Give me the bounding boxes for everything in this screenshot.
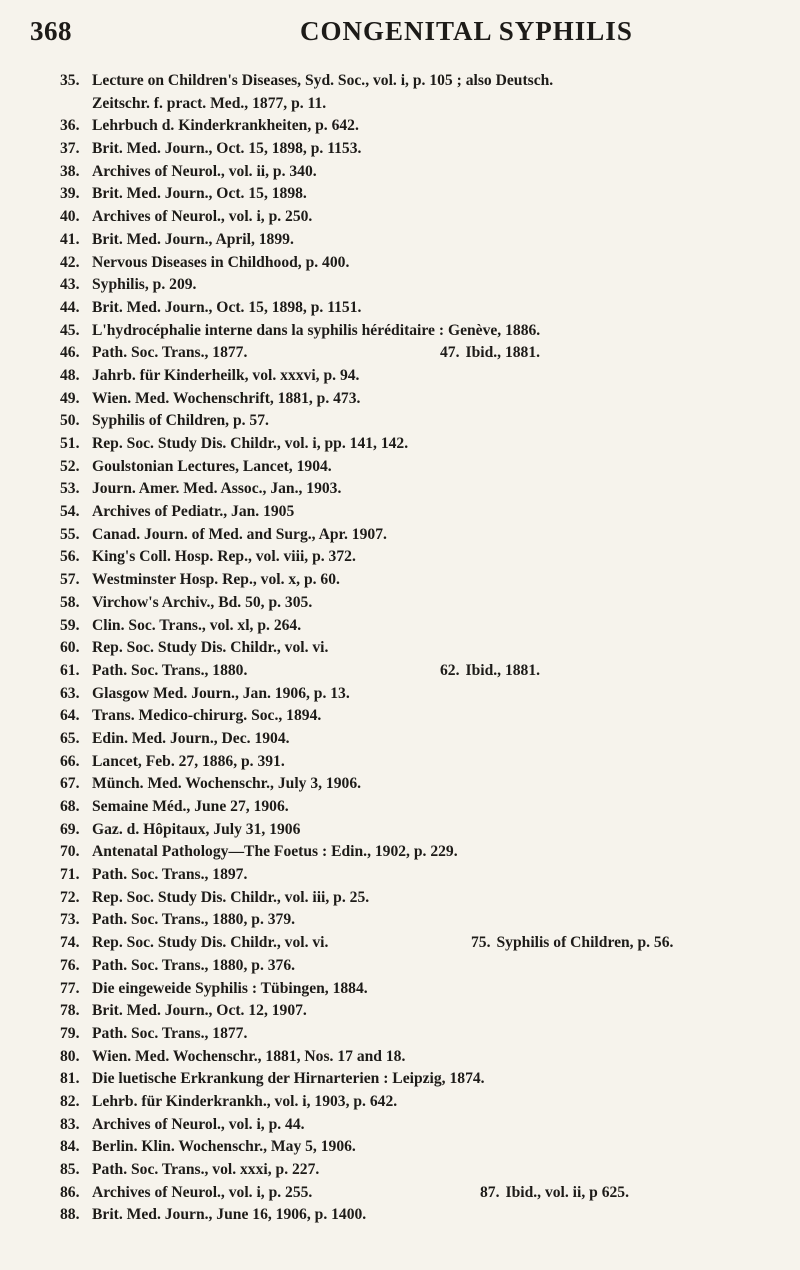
reference-text: Ibid., vol. ii, p 625.: [505, 1183, 629, 1201]
reference-text: Path. Soc. Trans., 1897.: [92, 866, 248, 884]
reference-text: Lehrb. für Kinderkrankh., vol. i, 1903, p. 642.: [92, 1092, 398, 1110]
reference-number: 35.: [60, 72, 80, 89]
reference-item: [60, 115, 780, 138]
reference-number: 86.: [60, 1183, 80, 1201]
reference-number: 37.: [60, 140, 80, 158]
reference-item: [60, 1000, 780, 1023]
reference-item: [60, 342, 780, 365]
reference-number: 80.: [60, 1047, 80, 1065]
reference-number: 36.: [60, 117, 80, 135]
reference-item: [60, 615, 780, 638]
reference-item: [60, 138, 780, 161]
reference-text: Path. Soc. Trans., vol. xxxi, p. 227.: [92, 1161, 320, 1179]
reference-item: [60, 660, 780, 683]
reference-item: [60, 1159, 780, 1182]
reference-item: [60, 705, 780, 728]
reference-item: [60, 388, 780, 411]
reference-number: 83.: [60, 1115, 80, 1133]
reference-text: Brit. Med. Journ., Oct. 15, 1898, p. 1151.: [92, 298, 362, 316]
reference-item: [60, 365, 780, 388]
reference-text: Glasgow Med. Journ., Jan. 1906, p. 13.: [92, 684, 350, 702]
reference-item: [60, 456, 780, 479]
reference-number: 71.: [60, 866, 80, 884]
reference-text: Syphilis of Children, p. 57.: [92, 412, 269, 430]
reference-text: Antenatal Pathology—The Foetus : Edin., 1902, p. 229.: [92, 843, 458, 861]
reference-number: 50.: [60, 412, 80, 430]
reference-text: Edin. Med. Journ., Dec. 1904.: [92, 729, 290, 747]
reference-item: [60, 229, 780, 252]
reference-number: 79.: [60, 1024, 80, 1042]
reference-number: 47.: [440, 344, 460, 362]
reference-text: Gaz. d. Hôpitaux, July 31, 1906: [92, 820, 301, 838]
reference-item: [60, 546, 780, 569]
reference-text: Syphilis, p. 209.: [92, 276, 197, 294]
reference-text: Archives of Neurol., vol. i, p. 250.: [92, 208, 313, 226]
reference-item: [60, 841, 780, 864]
reference-item: [60, 728, 780, 751]
reference-number: 52.: [60, 457, 80, 475]
reference-number: 78.: [60, 1002, 80, 1020]
reference-number: 59.: [60, 616, 80, 634]
reference-item: [60, 637, 780, 660]
reference-text: Rep. Soc. Study Dis. Childr., vol. vi.: [92, 639, 329, 657]
reference-item: [60, 252, 780, 275]
reference-number: 55.: [60, 525, 80, 543]
reference-item: [60, 1091, 780, 1114]
reference-number: 48.: [60, 366, 80, 384]
reference-item: [60, 161, 780, 184]
reference-text: Brit. Med. Journ., Oct. 12, 1907.: [92, 1002, 307, 1020]
reference-continuation: Zeitschr. f. pract. Med., 1877, p. 11.: [92, 94, 327, 112]
reference-text: Lancet, Feb. 27, 1886, p. 391.: [92, 752, 285, 770]
reference-item: [60, 887, 780, 910]
reference-number: 75.: [471, 934, 491, 952]
reference-number: 53.: [60, 480, 80, 498]
reference-item: [60, 524, 780, 547]
reference-number: 67.: [60, 775, 80, 793]
reference-text: Clin. Soc. Trans., vol. xl, p. 264.: [92, 616, 302, 634]
reference-text: Path. Soc. Trans., 1880, p. 379.: [92, 911, 296, 929]
reference-number: 64.: [60, 707, 80, 725]
reference-text: Syphilis of Children, p. 56.: [496, 934, 674, 952]
reference-text: Jahrb. für Kinderheilk, vol. xxxvi, p. 94.: [92, 366, 360, 384]
reference-text: King's Coll. Hosp. Rep., vol. viii, p. 372.: [92, 548, 356, 566]
inline-reference: [440, 342, 540, 365]
reference-number: 60.: [60, 639, 80, 657]
reference-text: Journ. Amer. Med. Assoc., Jan., 1903.: [92, 480, 342, 498]
reference-number: 70.: [60, 843, 80, 861]
reference-text: Archives of Neurol., vol. ii, p. 340.: [92, 162, 317, 180]
reference-text: Path. Soc. Trans., 1877.: [92, 1024, 248, 1042]
reference-item: [60, 864, 780, 887]
reference-text: Rep. Soc. Study Dis. Childr., vol. iii, p. 25.: [92, 888, 370, 906]
reference-text: Rep. Soc. Study Dis. Childr., vol. vi.: [92, 934, 329, 952]
reference-item: [60, 796, 780, 819]
reference-item: [60, 932, 780, 955]
reference-number: 42.: [60, 253, 80, 271]
reference-text: Lehrbuch d. Kinderkrankheiten, p. 642.: [92, 117, 359, 135]
reference-list: [60, 70, 780, 1227]
reference-item: [60, 206, 780, 229]
reference-number: 66.: [60, 752, 80, 770]
reference-text: Brit. Med. Journ., Oct. 15, 1898.: [92, 185, 307, 203]
reference-number: 63.: [60, 684, 80, 702]
reference-text: Trans. Medico-chirurg. Soc., 1894.: [92, 707, 322, 725]
reference-item: [60, 1023, 780, 1046]
reference-item: [60, 773, 780, 796]
reference-item: [60, 1204, 780, 1227]
reference-item: [60, 683, 780, 706]
reference-number: 84.: [60, 1138, 80, 1156]
reference-text: Die luetische Erkrankung der Hirnarterien : Leipzig, 1874.: [92, 1070, 485, 1088]
reference-item: [60, 909, 780, 932]
reference-text: Nervous Diseases in Childhood, p. 400.: [92, 253, 350, 271]
reference-number: 81.: [60, 1070, 80, 1088]
reference-number: 85.: [60, 1161, 80, 1179]
reference-text: Path. Soc. Trans., 1880.: [92, 661, 248, 679]
reference-text: Münch. Med. Wochenschr., July 3, 1906.: [92, 775, 362, 793]
reference-item: [60, 297, 780, 320]
reference-number: 76.: [60, 956, 80, 974]
reference-text: Die eingeweide Syphilis : Tübingen, 1884.: [92, 979, 368, 997]
reference-text: Wien. Med. Wochenschrift, 1881, p. 473.: [92, 389, 361, 407]
reference-number: 69.: [60, 820, 80, 838]
reference-number: 68.: [60, 798, 80, 816]
reference-item: [60, 183, 780, 206]
page-number: 368: [30, 16, 72, 46]
reference-number: 51.: [60, 435, 80, 453]
reference-item: [60, 1046, 780, 1069]
reference-item: [60, 274, 780, 297]
reference-number: 87.: [480, 1183, 500, 1201]
reference-text: Path. Soc. Trans., 1880, p. 376.: [92, 956, 296, 974]
reference-text: Canad. Journ. of Med. and Surg., Apr. 1907.: [92, 525, 387, 543]
reference-text: Ibid., 1881.: [465, 661, 541, 679]
reference-text: Path. Soc. Trans., 1877.: [92, 344, 248, 362]
reference-item: [60, 433, 780, 456]
reference-number: 43.: [60, 276, 80, 294]
reference-number: 56.: [60, 548, 80, 566]
reference-text: Brit. Med. Journ., April, 1899.: [92, 230, 294, 248]
reference-text: Brit. Med. Journ., Oct. 15, 1898, p. 1153.: [92, 140, 362, 158]
reference-number: 44.: [60, 298, 80, 316]
reference-text: Archives of Pediatr., Jan. 1905: [92, 503, 295, 521]
inline-reference: [440, 660, 540, 683]
reference-number: 45.: [60, 321, 80, 339]
reference-number: 40.: [60, 208, 80, 226]
inline-reference: [480, 1182, 629, 1205]
reference-number: 38.: [60, 162, 80, 180]
reference-text: Brit. Med. Journ., June 16, 1906, p. 1400.: [92, 1206, 367, 1224]
reference-number: 73.: [60, 911, 80, 929]
reference-number: 65.: [60, 729, 80, 747]
inline-reference: [471, 932, 673, 955]
reference-number: 82.: [60, 1092, 80, 1110]
reference-text: Rep. Soc. Study Dis. Childr., vol. i, pp. 141, 142.: [92, 435, 409, 453]
reference-text: Virchow's Archiv., Bd. 50, p. 305.: [92, 593, 313, 611]
reference-text: L'hydrocéphalie interne dans la syphilis héréditaire : Genève, 1886.: [92, 321, 541, 339]
reference-number: 58.: [60, 593, 80, 611]
reference-number: 74.: [60, 934, 80, 952]
reference-number: 49.: [60, 389, 80, 407]
reference-number: 39.: [60, 185, 80, 203]
reference-item: [60, 410, 780, 433]
reference-item: [60, 592, 780, 615]
reference-text: Semaine Méd., June 27, 1906.: [92, 798, 289, 816]
reference-text: Archives of Neurol., vol. i, p. 44.: [92, 1115, 305, 1133]
reference-text: Goulstonian Lectures, Lancet, 1904.: [92, 457, 332, 475]
reference-item: [60, 478, 780, 501]
reference-number: 41.: [60, 230, 80, 248]
reference-item: [60, 819, 780, 842]
reference-number: 54.: [60, 503, 80, 521]
page-header: [30, 16, 760, 56]
running-title: CONGENITAL SYPHILIS: [300, 16, 633, 46]
reference-item: [60, 955, 780, 978]
reference-number: 62.: [440, 661, 460, 679]
reference-item: [60, 569, 780, 592]
reference-number: 57.: [60, 571, 80, 589]
reference-number: 88.: [60, 1206, 80, 1224]
reference-item: [60, 1068, 780, 1091]
reference-text: Ibid., 1881.: [465, 344, 541, 362]
reference-number: 72.: [60, 888, 80, 906]
reference-item: [60, 320, 780, 343]
reference-number: 46.: [60, 344, 80, 362]
reference-item: [60, 501, 780, 524]
reference-item: [60, 1182, 780, 1205]
reference-text: Berlin. Klin. Wochenschr., May 5, 1906.: [92, 1138, 356, 1156]
reference-item: [60, 1136, 780, 1159]
reference-text: Lecture on Children's Diseases, Syd. Soc., vol. i, p. 105 ; also Deutsch.: [92, 72, 554, 89]
reference-text: Wien. Med. Wochenschr., 1881, Nos. 17 and 18.: [92, 1047, 406, 1065]
reference-item: [60, 978, 780, 1001]
reference-number: 77.: [60, 979, 80, 997]
reference-item: [60, 70, 780, 115]
reference-item: [60, 1114, 780, 1137]
reference-item: [60, 751, 780, 774]
reference-text: Westminster Hosp. Rep., vol. x, p. 60.: [92, 571, 340, 589]
reference-text: Archives of Neurol., vol. i, p. 255.: [92, 1183, 313, 1201]
reference-number: 61.: [60, 661, 80, 679]
